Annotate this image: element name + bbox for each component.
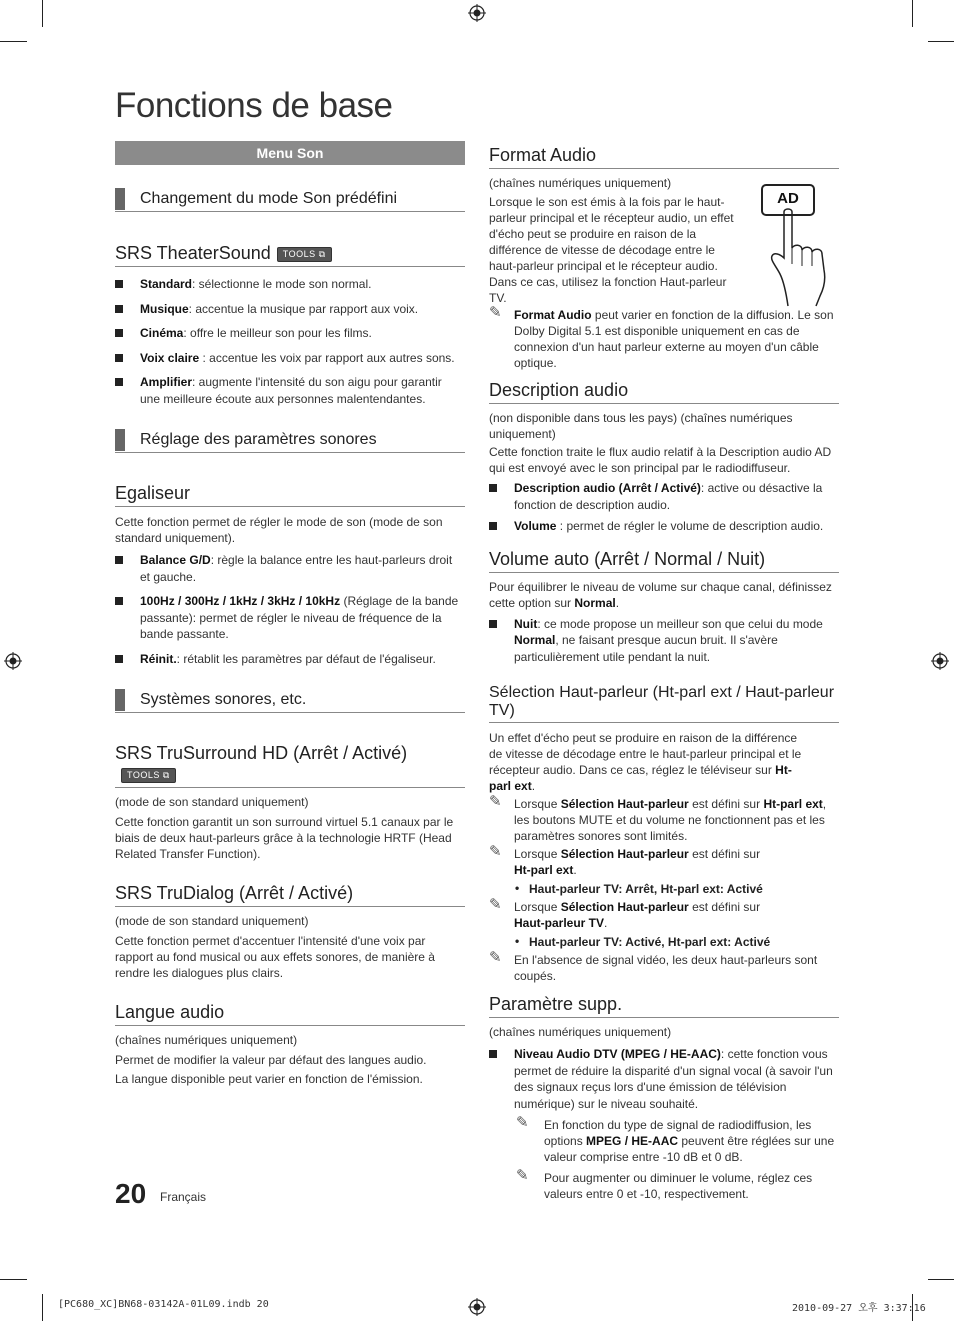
section-text: Lorsque le son est émis à la fois par le haut-parleur principal et le récepteur audio, un effet d'écho peut se produire en raison de la différence de vitesse de décodage entre le haut-parleur principal et le récepteur audio. Dans ce cas, utilisez la fonction Haut-parleur TV. xyxy=(489,195,734,305)
section-heading: Paramètre supp. xyxy=(489,994,839,1018)
list-item: Réinit.: rétablit les paramètres par défaut de l'égaliseur. xyxy=(115,651,465,668)
left-column xyxy=(115,190,465,1087)
section-heading: Description audio xyxy=(489,380,839,404)
pencil-icon: ✎ xyxy=(516,1114,529,1131)
footer-timestamp: 2010-09-27 오후 3:37:16 xyxy=(792,1303,926,1314)
memo-note: ✎ Lorsque Sélection Haut-parleur est défini sur Haut-parleur TV. xyxy=(489,896,761,930)
section-heading: SRS TruDialog (Arrêt / Activé) xyxy=(115,883,465,907)
page-number: 20 xyxy=(115,1178,147,1209)
section-text: La langue disponible peut varier en fonction de l'émission. xyxy=(115,1072,423,1086)
list-item: Volume : permet de régler le volume de description audio. xyxy=(489,518,839,535)
memo-note: ✎ En fonction du type de signal de radiodiffusion, les options MPEG / HE-AAC peuvent être réglées sur une valeur comprise entre -10 dB et 0 dB. xyxy=(516,1114,835,1164)
subsection-heading: Changement du mode Son prédéfini xyxy=(115,190,465,212)
list-item: Balance G/D: règle la balance entre les haut-parleurs droit et gauche. xyxy=(115,552,465,585)
language-label: Français xyxy=(160,1190,207,1204)
list-item: Voix claire : accentue les voix par rapport aux autres sons. xyxy=(115,350,465,367)
section-note: (mode de son standard uniquement) xyxy=(115,795,309,809)
section-text: Pour équilibrer le niveau de volume sur chaque canal, définissez cette option sur Normal. xyxy=(489,579,832,610)
crop-mark xyxy=(0,41,27,42)
list-item: Musique: accentue la musique par rapport aux voix. xyxy=(115,301,465,318)
section-heading: Sélection Haut-parleur (Ht-parl ext / Haut-parleur TV) xyxy=(489,684,839,723)
list-item: Cinéma: offre le meilleur son pour les films. xyxy=(115,325,465,342)
pencil-icon: ✎ xyxy=(489,304,502,321)
subsection-heading: Systèmes sonores, etc. xyxy=(115,691,465,713)
section-heading: Langue audio xyxy=(115,1002,465,1026)
section-text: Cette fonction permet d'accentuer l'intensité d'une voix par rapport au fond musical ou aux effets sonores, de manière à rendre les dialogues plus clairs. xyxy=(115,934,435,980)
crop-mark xyxy=(928,41,954,42)
tools-label: TOOLS xyxy=(127,769,160,780)
section-note: (chaînes numériques uniquement) xyxy=(489,1025,672,1039)
tools-icon: TOOLS ⧉ xyxy=(121,768,176,783)
section-text: Permet de modifier la valeur par défaut des langues audio. xyxy=(115,1053,427,1067)
memo-note: ✎ Lorsque Sélection Haut-parleur est défini sur Ht-parl ext, les boutons MUTE et du volume ne fonctionnent pas et les paramètres sonores sont limités. xyxy=(489,793,827,843)
section-text: Cette fonction garantit un son surround virtuel 5.1 canaux par le biais de deux haut-parleurs grâce à la technologie HRTF (Head Related Transfer Function). xyxy=(115,815,454,861)
list-item: 100Hz / 300Hz / 1kHz / 3kHz / 10kHz (Réglage de la bande passante): permet de régler le niveau de fréquence de la bande passante. xyxy=(115,593,465,643)
page-title: Fonctions de base xyxy=(115,86,393,125)
section-note: (chaînes numériques uniquement) xyxy=(115,1033,298,1047)
pressing-hand-icon xyxy=(770,208,842,308)
memo-note: ✎ En l'absence de signal vidéo, les deux haut-parleurs sont coupés. xyxy=(489,949,818,983)
list-item: Amplifier: augmente l'intensité du son aigu pour garantir une meilleure écoute aux personnes malentendantes. xyxy=(115,374,465,407)
section-heading: Format Audio xyxy=(489,145,839,169)
section-note: (non disponible dans tous les pays) (chaînes numériques uniquement) xyxy=(489,411,793,441)
ad-button-icon: AD xyxy=(761,184,815,216)
section-heading xyxy=(115,743,465,788)
list-item: Standard: sélectionne le mode son normal. xyxy=(115,276,465,293)
pencil-icon: ✎ xyxy=(489,896,502,913)
section-heading: Egaliseur xyxy=(115,483,465,507)
tools-icon: TOOLS ⧉ xyxy=(277,247,332,262)
crop-mark xyxy=(42,1294,43,1321)
registration-mark-icon xyxy=(468,4,486,22)
section-text: Un effet d'écho peut se produire en raison de la différence de vitesse de décodage entre le haut-parleur principal et le récepteur audio. Dans ce cas, réglez le téléviseur sur Ht-parl ext. xyxy=(489,731,802,793)
section-text: Cette fonction traite le flux audio relatif à la Description audio AD qui est envoyé avec le son principal par le radiodiffuseur. xyxy=(489,445,832,475)
registration-mark-icon xyxy=(468,1298,486,1316)
subsection-heading: Réglage des paramètres sonores xyxy=(115,431,465,453)
section-note: (mode de son standard uniquement) xyxy=(115,914,309,928)
list-item: Description audio (Arrêt / Activé): active ou désactive la fonction de description audio. xyxy=(489,480,839,513)
registration-mark-icon xyxy=(4,652,22,670)
section-note: (chaînes numériques uniquement) xyxy=(489,176,672,190)
section-title: SRS TheaterSound xyxy=(115,243,271,263)
pencil-icon: ✎ xyxy=(489,843,502,860)
memo-note: ✎ Pour augmenter ou diminuer le volume, réglez ces valeurs entre 0 et -10, respectivement. xyxy=(516,1167,813,1201)
crop-mark xyxy=(0,1279,27,1280)
footer-file-info: [PC680_XC]BN68-03142A-01L09.indb 20 xyxy=(58,1299,269,1310)
section-heading xyxy=(115,243,465,267)
crop-mark xyxy=(42,0,43,27)
list-item: Nuit: ce mode propose un meilleur son que celui du mode Normal, ne faisant presque aucun bruit. Il s'avère particulièrement utile pendant la nuit. xyxy=(489,616,839,666)
dot-item: • Haut-parleur TV: Arrêt, Ht-parl ext: Activé xyxy=(489,881,839,897)
pencil-icon: ✎ xyxy=(489,949,502,966)
crop-mark xyxy=(928,1279,954,1280)
pencil-icon: ✎ xyxy=(516,1167,529,1184)
section-title: SRS TruSurround HD (Arrêt / Activé) xyxy=(115,743,408,763)
dot-item: • Haut-parleur TV: Activé, Ht-parl ext: Activé xyxy=(489,934,839,950)
crop-mark xyxy=(912,0,913,27)
tools-label: TOOLS xyxy=(282,248,316,259)
memo-note: ✎ Lorsque Sélection Haut-parleur est défini sur Ht-parl ext. xyxy=(489,843,761,877)
menu-bar: Menu Son xyxy=(115,141,465,165)
pencil-icon: ✎ xyxy=(489,793,502,810)
list-item: Niveau Audio DTV (MPEG / HE-AAC): cette fonction vous permet de réduire la disparité d'un signal vocal (à savoir l'un des signaux reçus lors d'une émission de télévision numérique) sur le niveau souhaité. xyxy=(489,1046,839,1112)
memo-note: ✎ Format Audio peut varier en fonction de la diffusion. Le son Dolby Digital 5.1 est disponible uniquement en cas de connexion d'un haut parleur externe au moyen d'un câble optique. xyxy=(489,304,834,370)
section-heading: Volume auto (Arrêt / Normal / Nuit) xyxy=(489,549,839,573)
section-text: Cette fonction permet de régler le mode de son (mode de son standard uniquement). xyxy=(115,515,443,545)
registration-mark-icon xyxy=(931,652,949,670)
